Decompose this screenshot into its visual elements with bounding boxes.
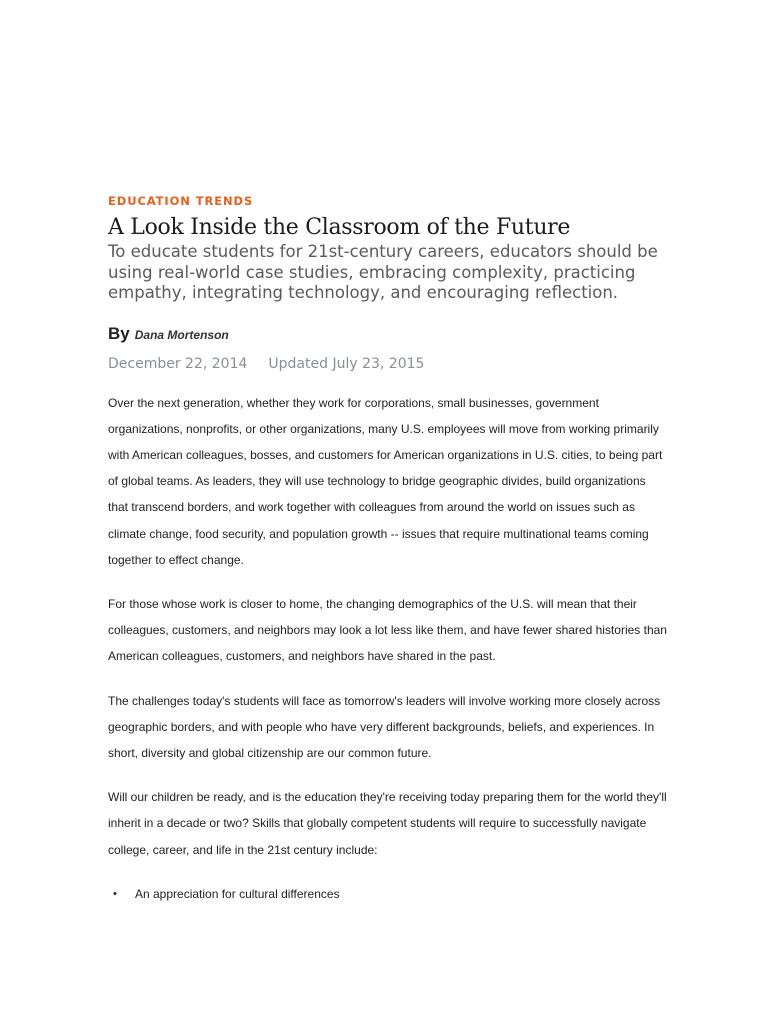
article [108,194,668,907]
published-date: December 22, 2014 [108,355,248,372]
skills-list [108,881,668,907]
article-dek: To educate students for 21st-century careers, educators should be using real-world case studies, embracing complexity, practicing empathy, integrating technology, and encouraging reflection. [108,242,658,302]
article-title: A Look Inside the Classroom of the Future [108,215,571,240]
list-item-text: An appreciation for cultural differences [135,886,340,901]
body-paragraph: The challenges today's students will face as tomorrow's leaders will involve working more closely across geographic borders, and with people who have very different backgrounds, beliefs, and experiences. In short, diversity and global citizenship are our common future. [108,693,661,760]
body-paragraph: For those whose work is closer to home, the changing demographics of the U.S. will mean that their colleagues, customers, and neighbors may look a lot less like them, and have fewer shared histories than American colleagues, customers, and neighbors have shared in the past. [108,596,667,664]
updated-date: Updated July 23, 2015 [268,355,425,372]
byline [108,324,668,344]
body-paragraph: Over the next generation, whether they work for corporations, small businesses, government organizations, nonprofits, or other organizations, many U.S. employees will move from working primarily with American colleagues, bosses, and customers for American organizations in U.S. cities, to being part of global teams. As leaders, they will use technology to bridge geographic divides, build organizations that transcend borders, and work together with colleagues from around the world on issues such as climate change, food security, and population growth -- issues that require multinational teams coming together to effect change. [108,395,663,567]
body-paragraph: Will our children be ready, and is the education they're receiving today preparing them for the world they'll inherit in a decade or two? Skills that globally competent students will require to successfully navigate college, career, and life in the 21st century include: [108,790,667,857]
category-label[interactable]: EDUCATION TRENDS [108,194,254,208]
list-item [108,881,668,907]
bullet-icon: • [113,887,117,900]
author-name[interactable]: Dana Mortenson [134,327,229,342]
article-dates [108,356,668,372]
article-body [108,390,668,907]
byline-prefix: By [108,323,130,343]
